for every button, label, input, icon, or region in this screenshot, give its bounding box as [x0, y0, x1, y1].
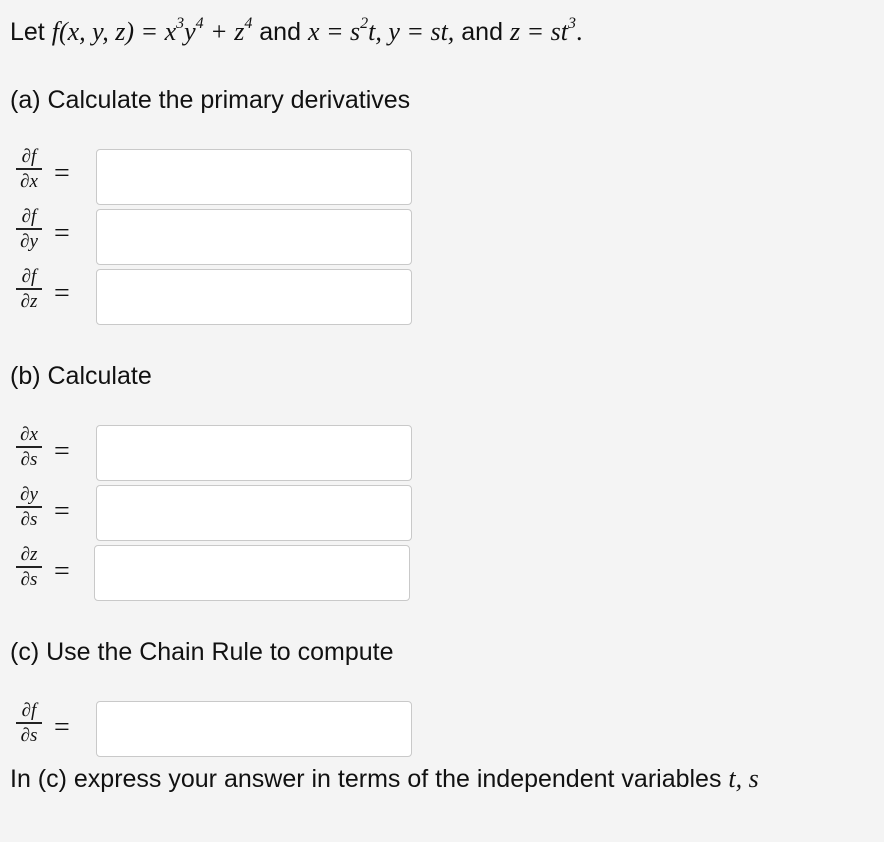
answer-input-dx-ds[interactable]	[96, 425, 412, 481]
partial-f-partial-z: ∂f ∂z	[16, 267, 42, 312]
part-b-heading: (b) Calculate	[10, 362, 152, 390]
equals-sign: =	[54, 436, 70, 467]
and-label: and	[461, 18, 503, 46]
problem-statement: Let f(x, y, $z) = x^3y^4 + z^4$ and $x = s^2t$, y = st, and $z = st^3$.	[10, 15, 583, 46]
instruction-note	[10, 764, 759, 794]
partial-z-partial-s: ∂z ∂s	[16, 545, 42, 590]
function-definition: f(x, y, z) = x	[51, 17, 177, 46]
equals-sign: =	[54, 712, 70, 743]
equals-sign: =	[54, 218, 70, 249]
partial-x-partial-s: ∂x ∂s	[16, 425, 42, 470]
instruction-text: In (c) express your answer in terms of the independent variables	[10, 765, 722, 793]
equals-sign: =	[54, 158, 70, 189]
z-substitution: z = st	[509, 17, 568, 46]
let-label: Let	[10, 18, 45, 46]
y-substitution: t, y = st,	[368, 17, 455, 46]
answer-input-df-dx[interactable]	[96, 149, 412, 205]
independent-variables: t, s	[728, 764, 759, 793]
answer-input-df-dz[interactable]	[96, 269, 412, 325]
answer-input-dy-ds[interactable]	[96, 485, 412, 541]
answer-input-df-ds[interactable]	[96, 701, 412, 757]
partial-y-partial-s: ∂y ∂s	[16, 485, 42, 530]
answer-input-df-dy[interactable]	[96, 209, 412, 265]
and-label: and	[259, 18, 301, 46]
part-a-heading: (a) Calculate the primary derivatives	[10, 86, 411, 114]
partial-f-partial-s: ∂f ∂s	[16, 701, 42, 746]
equals-sign: =	[54, 556, 70, 587]
partial-f-partial-x: ∂f ∂x	[16, 147, 42, 192]
partial-f-partial-y: ∂f ∂y	[16, 207, 42, 252]
equals-sign: =	[54, 278, 70, 309]
x-substitution: x = s	[307, 17, 361, 46]
part-c-heading: (c) Use the Chain Rule to compute	[10, 638, 394, 666]
answer-input-dz-ds[interactable]	[94, 545, 410, 601]
equals-sign: =	[54, 496, 70, 527]
